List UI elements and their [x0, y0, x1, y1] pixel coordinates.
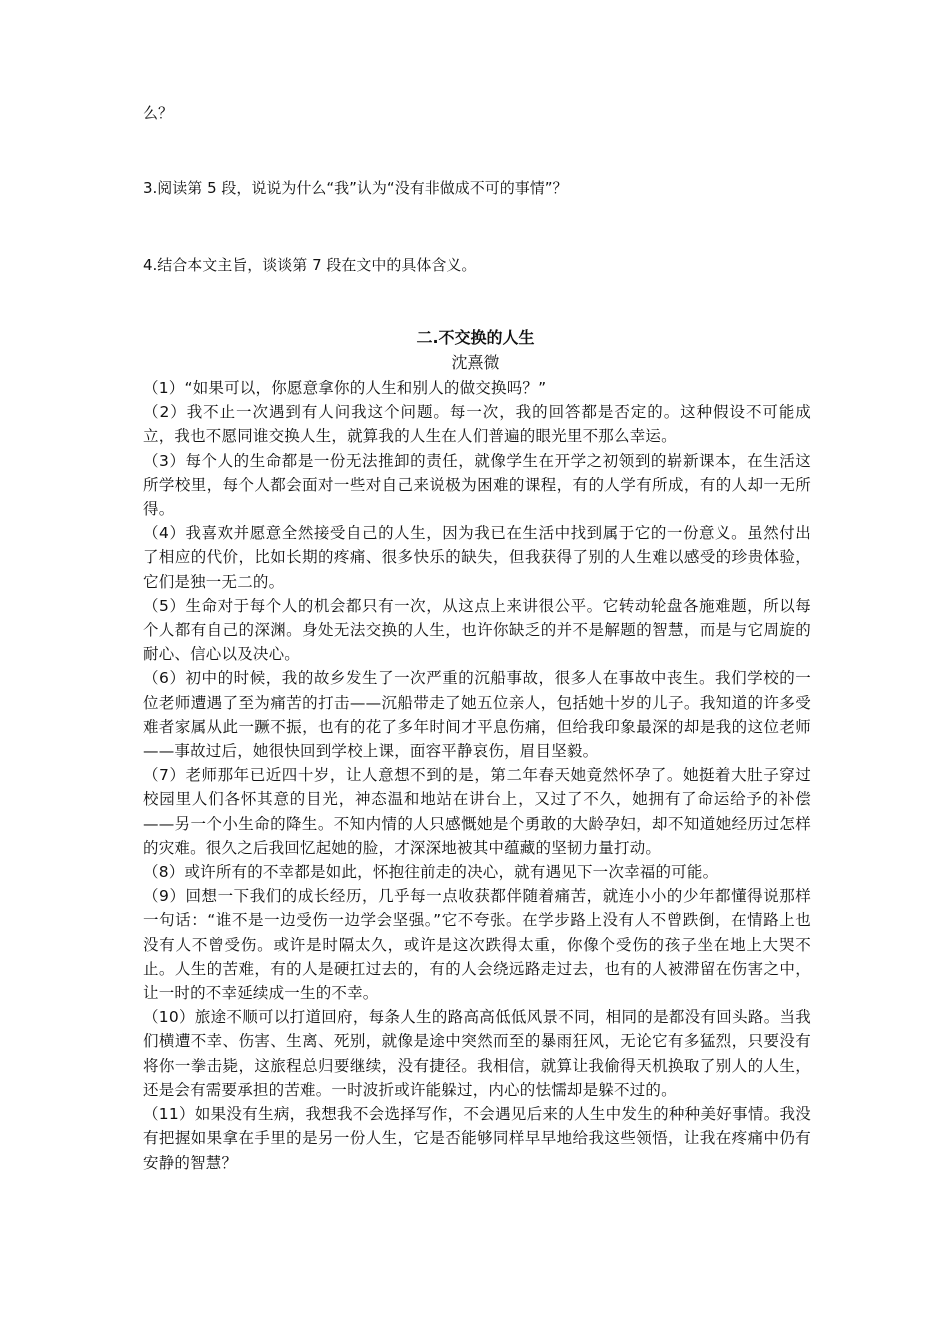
question-4: 4.结合本文主旨，谈谈第 7 段在文中的具体含义。 [143, 256, 477, 274]
paragraph-3: （3）每个人的生命都是一份无法推卸的责任，就像学生在开学之初领到的崭新课本，在生活这所学校里，每个人都会面对一些对自己来说极为困难的课程，有的人学有所成，有的人却一无所得。 [143, 451, 811, 519]
paragraph-6: （6）初中的时候，我的故乡发生了一次严重的沉船事故，很多人在事故中丧生。我们学校的一位老师遭遇了至为痛苦的打击——沉船带走了她五位亲人，包括她十岁的儿子。我知道的许多受难者家属从此一蹶不振，也有的花了多年时间才平息伤痛，但给我印象最深的却是我的这位老师——事故过后，她很快回到学校上课，面容平静哀伤，眉目坚毅。 [143, 669, 811, 761]
paragraph-7: （7）老师那年已近四十岁，让人意想不到的是，第二年春天她竟然怀孕了。她挺着大肚子穿过校园里人们各怀其意的目光，神态温和地站在讲台上，又过了不久，她拥有了命运给予的补偿——另一个小生命的降生。不知内情的人只感慨她是个勇敢的大龄孕妇，却不知道她经历过怎样的灾难。很久之后我回忆起她的脸，才深深地被其中蕴藏的坚韧力量打动。 [143, 766, 811, 857]
question-3: 3.阅读第 5 段，说说为什么“我”认为“没有非做成不可的事情”？ [143, 179, 568, 197]
paragraph-9: （9）回想一下我们的成长经历，几乎每一点收获都伴随着痛苦，就连小小的少年都懂得说那样一句话：“谁不是一边受伤一边学会坚强。”它不夸张。在学步路上没有人不曾跌倒，在情路上也没有人不曾受伤。或许是时隔太久，或许是这次跌得太重，你像个受伤的孩子坐在地上大哭不止。人生的苦难，有的人是硬扛过去的，有的人会绕远路走过去，也有的人被滞留在伤害之中，让一时的不幸延续成一生的不幸。 [143, 887, 811, 1003]
article-body [143, 376, 811, 1175]
article-title: 二.不交换的人生 [416, 328, 535, 347]
paragraph-2: （2）我不止一次遇到有人问我这个问题。每一次，我的回答都是否定的。这种假设不可能成立，我也不愿同谁交换人生，就算我的人生在人们普遍的眼光里不那么幸运。 [143, 403, 811, 446]
paragraph-11: （11）如果没有生病，我想我不会选择写作，不会遇见后来的人生中发生的种种美好事情。我没有把握如果拿在手里的是另一份人生，它是否能够同样早早地给我这些领悟，让我在疼痛中仍有安静的智慧？ [143, 1105, 811, 1172]
article-author: 沈熹微 [451, 353, 500, 372]
paragraph-5: （5）生命对于每个人的机会都只有一次，从这点上来讲很公平。它转动轮盘各施难题，所以每个人都有自己的深渊。身处无法交换的人生，也许你缺乏的并不是解题的智慧，而是与它周旋的耐心、信心以及决心。 [143, 596, 811, 664]
paragraph-4: （4）我喜欢并愿意全然接受自己的人生，因为我已在生活中找到属于它的一份意义。虽然付出了相应的代价，比如长期的疼痛、很多快乐的缺失，但我获得了别的人生难以感受的珍贵体验，它们是独一无二的。 [143, 524, 811, 591]
question-fragment: 么？ [143, 104, 174, 122]
paragraph-8: （8）或许所有的不幸都是如此，怀抱往前走的决心，就有遇见下一次幸福的可能。 [143, 863, 719, 882]
paragraph-1: （1）“如果可以，你愿意拿你的人生和别人的做交换吗？” [143, 379, 547, 397]
paragraph-10: （10）旅途不顺可以打道回府，每条人生的路高高低低风景不同，相同的是都没有回头路。当我们横遭不幸、伤害、生离、死别，就像是途中突然而至的暴雨狂风，无论它有多猛烈，只要没有将你一拳击毙，这旅程总归要继续，没有捷径。我相信，就算让我偷得天机换取了别人的人生，还是会有需要承担的苦难。一时波折或许能躲过，内心的怯懦却是躲不过的。 [143, 1008, 811, 1099]
